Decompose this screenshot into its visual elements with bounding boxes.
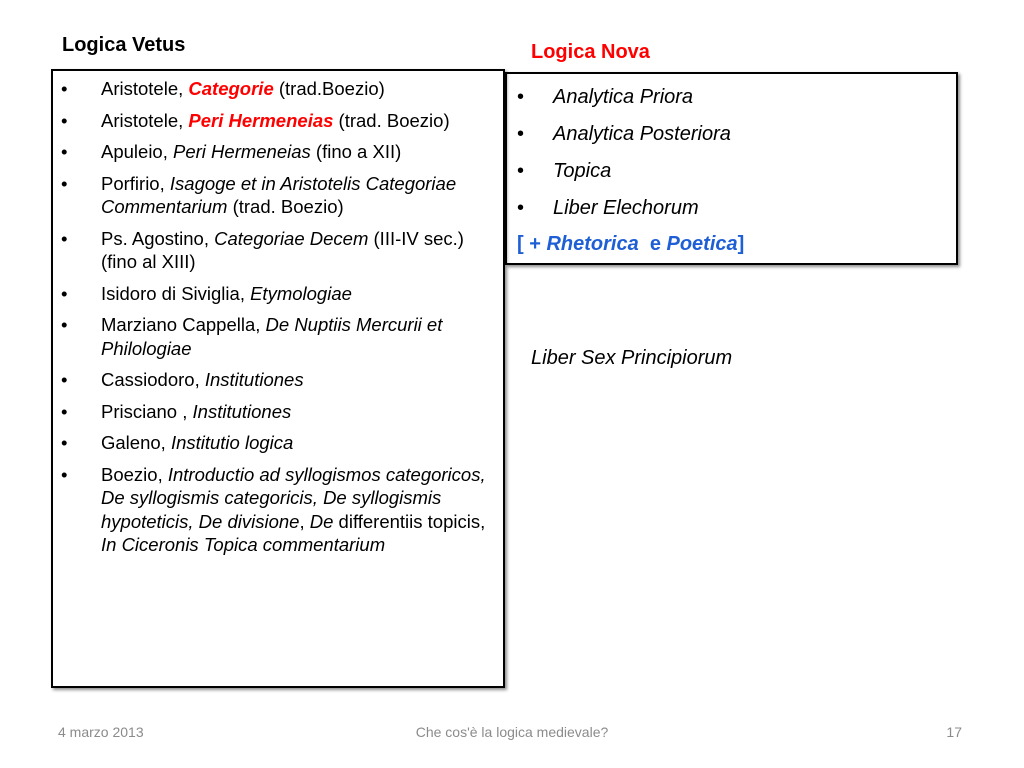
list-item [61, 463, 491, 557]
list-item [517, 195, 947, 221]
work-title: Isagoge et in Aristotelis Categoriae Commentarium [101, 172, 457, 217]
list-item [61, 172, 491, 219]
bullet-icon: • [61, 432, 68, 453]
work-title: Institutiones [204, 369, 304, 390]
logica-vetus-list [61, 77, 491, 565]
work-title: Peri Hermeneias [173, 141, 311, 162]
work-title: De [309, 510, 334, 532]
bullet-icon: • [517, 123, 525, 145]
list-item [61, 77, 491, 101]
bullet-icon: • [61, 282, 68, 304]
author: Aristotele, [101, 109, 189, 131]
list-item [61, 227, 491, 274]
list-item [517, 158, 947, 184]
author: Aristotele, [101, 78, 189, 99]
bullet-icon: • [61, 78, 68, 99]
bullet-icon: • [517, 160, 525, 182]
logica-nova-heading: Logica Nova [531, 41, 650, 63]
logica-nova-box [505, 72, 958, 265]
bullet-icon: • [61, 141, 68, 162]
work-title: De Nuptiis Mercurii et Philologiae [101, 314, 443, 359]
bracket-open: [ + [517, 233, 547, 255]
poetica-title: Poetica [666, 233, 738, 255]
list-item [61, 431, 491, 455]
list-item [61, 400, 491, 424]
author: Galeno, [101, 432, 171, 453]
bullet-icon: • [517, 197, 525, 219]
author: Ps. Agostino, [101, 227, 215, 249]
author: Cassiodoro, [101, 369, 205, 390]
rhetorica-title: Rhetorica [546, 233, 639, 255]
work-title: Topica [553, 160, 612, 182]
list-item [61, 313, 491, 360]
work-title: Peri Hermeneias [188, 109, 334, 131]
logica-vetus-box [51, 69, 505, 688]
bullet-icon: • [61, 369, 68, 390]
rhetorica-poetica-note [517, 231, 744, 257]
list-item [61, 368, 491, 392]
note: (trad. Boezio) [227, 196, 344, 217]
conjunction: e [638, 233, 667, 255]
logica-nova-list [517, 84, 947, 232]
work-title: Categoriae Decem [214, 227, 369, 249]
note: (trad.Boezio) [273, 78, 385, 99]
list-item [61, 140, 491, 164]
work-title: Liber Elechorum [553, 197, 699, 219]
list-item [517, 121, 947, 147]
bullet-icon: • [61, 400, 68, 422]
list-item [61, 109, 491, 133]
work-title: Introductio ad syllogismos categoricos, De syllogismis categoricis, De syllogismis hypoteticis, De divisione [101, 463, 486, 532]
bracket-close: ] [737, 233, 745, 255]
work-title: In Ciceronis Topica commentarium [101, 534, 386, 555]
work-title: Etymologiae [250, 282, 352, 304]
bullet-icon: • [61, 172, 68, 194]
list-item [61, 282, 491, 306]
footer-title: Che cos'è la logica medievale? [415, 724, 609, 740]
logica-vetus-heading: Logica Vetus [62, 34, 186, 56]
work-title: Analytica Priora [553, 86, 694, 108]
bullet-icon: • [61, 227, 68, 249]
author: Prisciano , [101, 400, 193, 422]
footer-date: 4 marzo 2013 [58, 724, 144, 740]
bullet-icon: • [61, 314, 68, 335]
author: Isidoro di Siviglia, [101, 282, 251, 304]
note: (III-IV sec.) (fino al XIII) [101, 227, 464, 272]
author: Apuleio, [101, 141, 173, 162]
bullet-icon: • [61, 463, 68, 485]
work-title: Institutio logica [170, 432, 294, 453]
note: differentiis topicis, [333, 510, 486, 532]
separator: , [299, 510, 310, 532]
bullet-icon: • [61, 109, 68, 131]
author: Porfirio, [101, 172, 170, 194]
note: (trad. Boezio) [333, 109, 450, 131]
note: (fino a XII) [310, 141, 402, 162]
work-title: Categorie [188, 78, 274, 99]
work-title: Institutiones [192, 400, 292, 422]
work-title: Analytica Posteriora [553, 123, 731, 145]
bullet-icon: • [517, 86, 525, 108]
author: Marziano Cappella, [101, 314, 266, 335]
author: Boezio, [101, 463, 168, 485]
liber-sex-principiorum: Liber Sex Principiorum [531, 347, 733, 369]
list-item [517, 84, 947, 110]
slide-number: 17 [946, 724, 962, 740]
